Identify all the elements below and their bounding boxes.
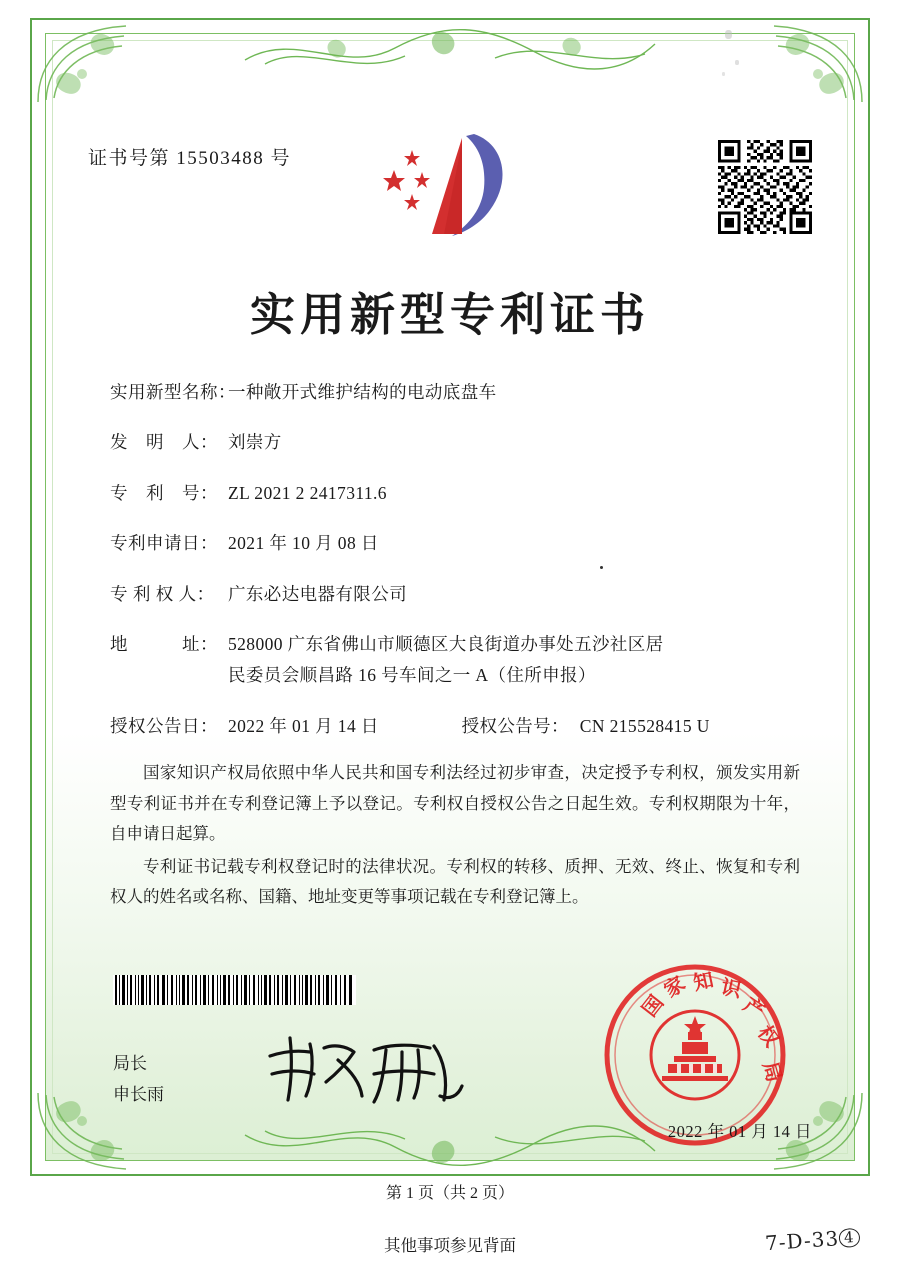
svg-text:权: 权 [752, 1020, 785, 1052]
field-value-line1: 528000 广东省佛山市顺德区大良街道办事处五沙社区居 [228, 633, 664, 654]
legal-paragraph-2: 专利证书记载专利权登记时的法律状况。专利权的转移、质押、无效、终止、恢复和专利权人的姓名或名称、国籍、地址变更等事项记载在专利登记簿上。 [110, 856, 800, 907]
field-label: 发 明 人： [110, 432, 218, 453]
seal-date: 2022 年 01 月 14 日 [667, 1122, 812, 1141]
field-value-line2: 民委员会顺昌路 16 号车间之一 A（住所申报） [228, 665, 596, 686]
signature-labels [113, 1048, 164, 1111]
grant-number-value: CN 215528415 U [579, 715, 710, 736]
legal-text-block [110, 758, 800, 915]
cnipa-logo-icon [378, 128, 528, 246]
handwritten-annotation-circled: 4 [839, 1228, 861, 1248]
field-label: 授权公告日： [110, 715, 218, 736]
page-title: 实用新型专利证书 [249, 288, 650, 341]
corner-ornament-top-right [770, 22, 866, 106]
field-inventor [110, 430, 810, 455]
director-title-label: 局长 [113, 1054, 147, 1073]
handwritten-annotation-text: 7-D-33 [764, 1226, 841, 1256]
field-label: 专 利 权 人： [110, 583, 215, 604]
field-label: 地 址： [110, 633, 218, 654]
certificate-number: 证书号第 15503488 号 [88, 148, 292, 169]
svg-text:知: 知 [691, 967, 716, 995]
scan-speck [735, 60, 739, 65]
field-utility-model-name [110, 380, 810, 405]
svg-text:局: 局 [758, 1058, 787, 1085]
certificate-fields [110, 380, 810, 764]
field-value: 一种敞开式维护结构的电动底盘车 [228, 382, 497, 402]
handwritten-signature [262, 1030, 472, 1110]
scan-artifact-dot [600, 566, 603, 569]
scan-speck [725, 30, 732, 39]
field-patent-number [110, 481, 810, 506]
legal-paragraph-1: 国家知识产权局依照中华人民共和国专利法经过初步审查，决定授予专利权，颁发实用新型专利证书并在专利登记簿上予以登记。专利权自授权公告之日起生效。专利权期限为十年，自申请日起算。 [110, 763, 800, 844]
back-side-note: 其他事项参见背面 [384, 1236, 516, 1255]
field-value: ZL 2021 2 2417311.6 [228, 482, 387, 503]
field-label: 专利申请日： [110, 533, 218, 554]
field-value-wrapper [228, 632, 810, 689]
corner-ornament-top-left [34, 22, 130, 106]
field-label: 实用新型名称： [110, 382, 236, 402]
field-value: 刘崇方 [228, 432, 282, 453]
field-value-group [228, 714, 810, 739]
grant-number-label: 授权公告号： [461, 715, 569, 736]
scan-speck [722, 72, 725, 76]
field-address [110, 632, 810, 689]
grant-date-value: 2022 年 01 月 14 日 [228, 715, 379, 736]
field-label: 专 利 号： [110, 482, 218, 503]
field-application-date [110, 531, 810, 556]
top-vine-ornament [235, 20, 665, 78]
page-indicator: 第 1 页（共 2 页） [385, 1185, 514, 1202]
barcode [113, 975, 356, 1005]
qr-code [718, 140, 812, 234]
director-name-label: 申长雨 [113, 1085, 164, 1105]
svg-text:识: 识 [718, 974, 744, 1003]
svg-text:国: 国 [637, 990, 669, 1022]
field-value: 2021 年 10 月 08 日 [228, 533, 379, 554]
field-value: 广东必达电器有限公司 [228, 583, 407, 604]
svg-text:家: 家 [659, 971, 690, 1003]
field-patentee [110, 582, 810, 607]
field-grant-publication [110, 714, 810, 739]
svg-text:产: 产 [739, 992, 770, 1024]
